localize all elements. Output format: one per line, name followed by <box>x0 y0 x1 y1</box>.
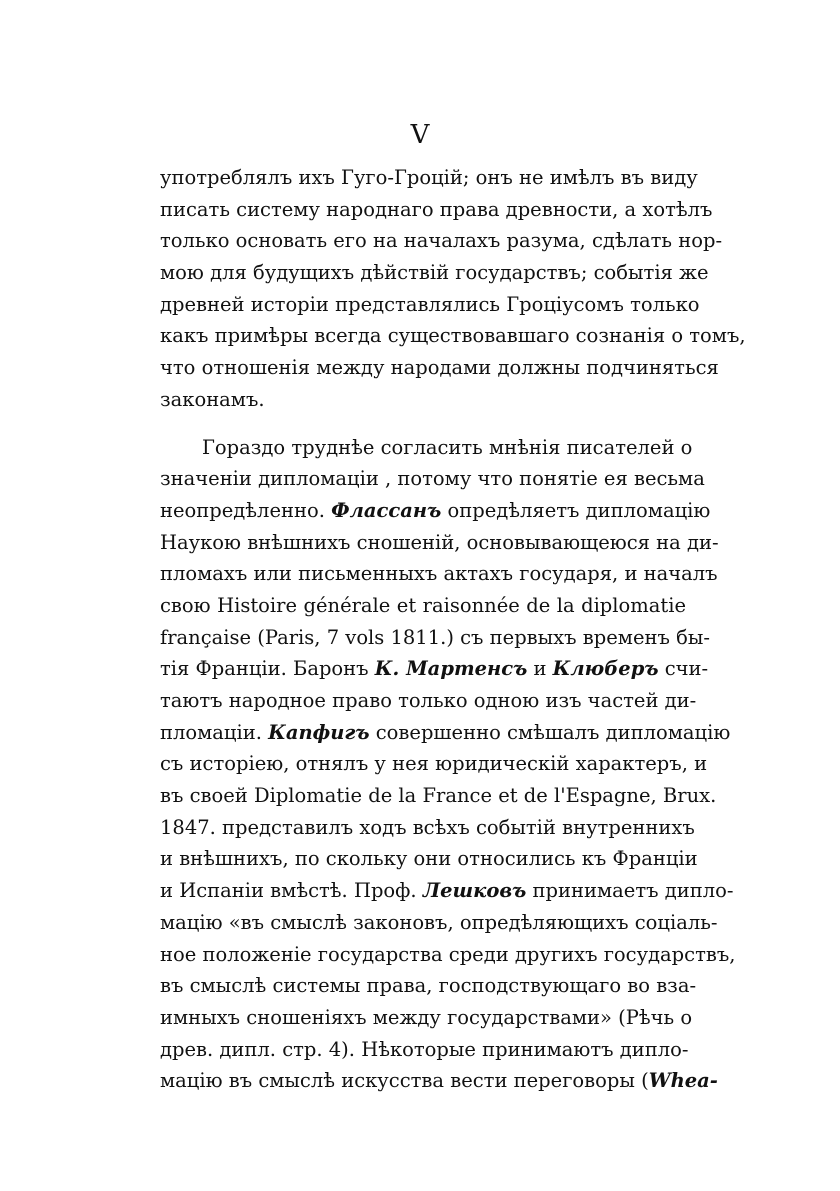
text-segment: опредѣляетъ дипломацію <box>441 498 711 522</box>
text-line <box>160 162 698 194</box>
body-text <box>160 162 746 1097</box>
text-segment: мацію «въ смыслѣ законовъ, опредѣляющихъ соціаль- <box>160 910 718 934</box>
text-line <box>160 432 693 464</box>
text-segment: древней исторіи представлялись Гроціусомъ только <box>160 292 700 316</box>
text-line <box>160 320 746 352</box>
author-name: Whea- <box>648 1069 718 1093</box>
text-line <box>160 194 713 226</box>
author-name: Клюберъ <box>552 657 659 681</box>
text-segment: мою для будущихъ дѣйствій государствъ; событія же <box>160 261 709 285</box>
text-segment: пломахъ или письменныхъ актахъ государя, и началъ <box>160 562 718 586</box>
text-line <box>160 907 718 939</box>
text-segment: 1847. представилъ ходъ всѣхъ событій внутреннихъ <box>160 815 695 839</box>
text-segment: тія Франціи. Баронъ <box>160 657 375 681</box>
text-segment: таютъ народное право только одною изъ частей ди- <box>160 689 697 712</box>
text-line <box>160 939 736 971</box>
text-segment: употреблялъ ихъ Гуго-Гроцій; онъ не имѣлъ въ виду <box>160 166 698 189</box>
text-segment: писать систему народнаго права древности, а хотѣлъ <box>160 197 713 221</box>
text-segment: счи- <box>658 657 709 681</box>
text-segment: въ своей Diplomatie de la France et de l'Espagne, Brux. <box>160 784 717 808</box>
text-line <box>160 495 711 527</box>
text-line <box>160 812 695 844</box>
text-segment: пломаціи. <box>160 720 269 744</box>
text-segment: съ исторіею, отнялъ у нея юридическій характеръ, и <box>160 752 708 776</box>
text-line <box>160 257 709 289</box>
text-line <box>160 970 697 1002</box>
text-line <box>160 1065 718 1097</box>
text-line <box>160 289 700 321</box>
text-line <box>160 653 709 685</box>
text-segment: ное положеніе государства среди другихъ государствъ, <box>160 942 736 966</box>
text-line <box>160 843 698 875</box>
text-segment: законамъ. <box>160 387 265 411</box>
text-segment: въ смыслѣ системы права, господствующаго во вза- <box>160 974 697 998</box>
text-segment: свою Histoire générale et raisonnée de la diplomatie <box>160 593 686 617</box>
text-segment: française (Paris, 7 vols 1811.) съ первыхъ временъ бы- <box>160 625 710 649</box>
text-segment: имныхъ сношеніяхъ между государствами» (Рѣчь о <box>160 1005 693 1029</box>
paragraph-gap <box>160 416 686 432</box>
text-segment: принимаетъ дипло- <box>526 879 734 903</box>
text-segment: какъ примѣры всегда существовавшаго сознанія о томъ, <box>160 324 746 348</box>
text-segment: мацію въ смыслѣ искусства вести переговоры ( <box>160 1069 649 1093</box>
text-line <box>160 622 710 654</box>
author-name: Флассанъ <box>331 498 442 522</box>
paragraph <box>160 162 746 416</box>
text-segment: Гораздо труднѣе согласить мнѣнія писателей о <box>202 435 693 459</box>
author-name: К. Мартенсъ <box>374 657 528 681</box>
text-segment: только основать его на началахъ разума, сдѣлать нор- <box>160 229 723 253</box>
text-segment: что отношенія между народами должны подчиняться <box>160 356 719 380</box>
text-line <box>160 590 686 622</box>
text-line <box>160 225 723 257</box>
text-line <box>160 780 717 812</box>
text-segment: древ. дипл. стр. 4). Нѣкоторые принимаютъ дипло- <box>160 1037 689 1061</box>
text-line <box>160 685 697 717</box>
text-segment: и Испаніи вмѣстѣ. Проф. <box>160 879 423 903</box>
text-line <box>160 1002 693 1034</box>
paragraph <box>160 432 736 1097</box>
page-number: Ⅴ <box>410 120 430 150</box>
text-line <box>160 463 705 495</box>
text-line <box>160 717 731 749</box>
author-name: Капфигъ <box>268 720 370 744</box>
text-line <box>160 352 719 384</box>
text-segment: Наукою внѣшнихъ сношеній, основывающеюся на ди- <box>160 530 719 554</box>
text-segment: и внѣшнихъ, по скольку они относились къ Франціи <box>160 847 698 871</box>
text-segment: значеніи дипломаціи , потому что понятіе ея весьма <box>160 467 705 491</box>
text-segment: неопредѣленно. <box>160 498 332 522</box>
text-line <box>160 748 708 780</box>
text-line <box>160 875 734 907</box>
text-line <box>160 527 719 559</box>
text-line <box>160 1034 689 1066</box>
text-line <box>160 558 718 590</box>
author-name: Лешковъ <box>422 879 527 903</box>
text-line <box>160 384 686 416</box>
text-segment: и <box>527 657 553 681</box>
text-segment: совершенно смѣшалъ дипломацію <box>369 720 731 744</box>
